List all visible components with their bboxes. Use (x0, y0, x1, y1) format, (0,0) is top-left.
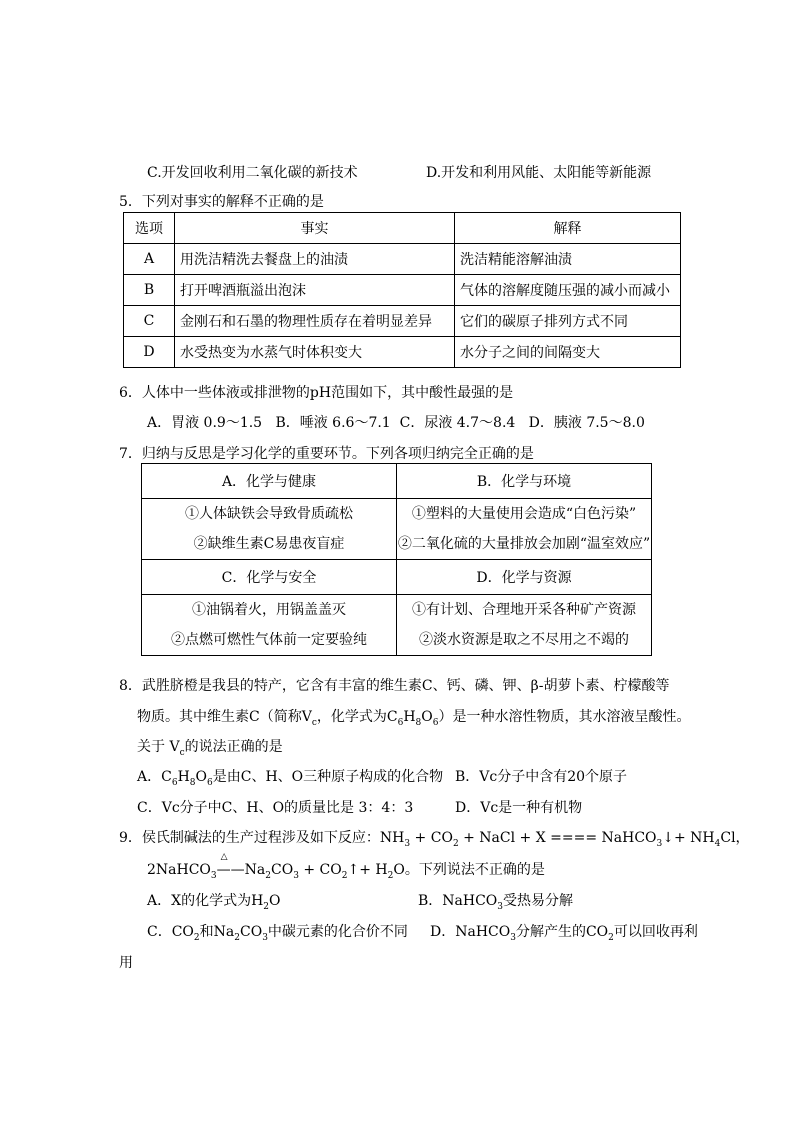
q9-option-c (147, 921, 408, 943)
q7-d-item: ②淡水资源是取之不尽用之不竭的 (419, 632, 629, 648)
q7-b-title: B．化学与环境 (397, 464, 652, 499)
q9-sub: 2 (452, 838, 459, 849)
q5-cell: 金刚石和石墨的物理性质存在着明显差异 (175, 306, 455, 337)
q7-a-item: ②缺维生素C易患夜盲症 (193, 536, 345, 552)
q7-a-title: A．化学与健康 (142, 464, 397, 499)
q8-text: O (195, 769, 207, 785)
q8-line-1: 8．武胜脐橙是我县的特产，它含有丰富的维生素C、钙、磷、钾、β-胡萝卜素、柠檬酸等 (119, 678, 670, 694)
q7-stem: 7．归纳与反思是学习化学的重要环节。下列各项归纳完全正确的是 (119, 446, 534, 462)
table-row (142, 499, 652, 560)
q9-text: A．X的化学式为H (147, 893, 264, 909)
table-row (124, 275, 681, 306)
q8-sub: 6 (432, 717, 439, 728)
q7-c-body (142, 595, 397, 656)
q9-text: 中碳元素的化合价不同 (267, 924, 408, 940)
q9-sub: 2 (341, 870, 348, 881)
q8-text: H (177, 769, 190, 785)
q5-cell: 水受热变为水蒸气时体积变大 (175, 337, 455, 368)
q8-text: O (421, 709, 433, 725)
q7-table (141, 463, 652, 656)
q9-text: ——Na (216, 862, 266, 878)
q8-option-c: C．Vc分子中C、H、O的质量比是 3：4：3 (137, 800, 414, 816)
q5-header-explanation: 解释 (455, 213, 681, 244)
q9-text: + NaCl + X ==== NaHCO (458, 830, 657, 846)
q8-text: 是由C、H、O三种原子构成的化合物 (212, 769, 444, 785)
q9-line-2 (147, 852, 545, 881)
q9-text: 9．侯氏制碱法的生产过程涉及如下反应：NH (119, 830, 405, 846)
table-row (124, 306, 681, 337)
q8-sub: c (179, 747, 185, 758)
q9-text: ↑+ H (347, 862, 388, 878)
q8-text: H (403, 709, 416, 725)
q4-option-d: D.开发和利用风能、太阳能等新能源 (426, 165, 652, 181)
q5-cell: B (124, 275, 175, 306)
q5-cell: A (124, 244, 175, 275)
q9-text: Cl， (720, 830, 750, 846)
table-row (124, 337, 681, 368)
q9-sub: 3 (293, 870, 299, 881)
q7-b-item: ②二氧化硫的大量排放会加剧“温室效应” (397, 536, 651, 552)
q4-option-c: C.开发回收利用二氧化碳的新技术 (147, 165, 358, 181)
q9-text: O (269, 893, 281, 909)
q8-text: ）是一种水溶性物质，其水溶液呈酸性。 (438, 709, 691, 725)
q8-text: A．C (137, 769, 172, 785)
q9-option-d (430, 921, 698, 943)
q9-line-1 (119, 827, 750, 849)
q9-text: 和Na (199, 924, 235, 940)
q8-text: 的说法正确的是 (184, 739, 283, 755)
q8-sub: c (311, 717, 317, 728)
q9-sub: 2 (193, 932, 200, 943)
table-row (142, 464, 652, 499)
q7-b-item: ①塑料的大量使用会造成“白色污染” (411, 506, 637, 522)
q9-option-b (418, 890, 573, 912)
q8-line-2 (137, 706, 691, 728)
q7-b-body (397, 499, 652, 560)
q6-options: A．胃液 0.9～1.5 B．唾液 6.6～7.1 C．尿液 4.7～8.4 D．胰液 7.5～8.0 (147, 415, 645, 431)
q7-c-item: ②点燃可燃性气体前一定要验纯 (171, 632, 367, 648)
table-row (142, 595, 652, 656)
q9-text: + CO (298, 862, 342, 878)
q9-text: B．NaHCO (418, 893, 498, 909)
q8-option-d: D．Vc是一种有机物 (455, 800, 583, 816)
q9-text: D．NaHCO (430, 924, 511, 940)
q5-table (123, 212, 681, 368)
q9-sub: 2 (265, 870, 271, 881)
q5-cell: C (124, 306, 175, 337)
q8-sub: 8 (189, 777, 196, 788)
q9-sub: 3 (510, 932, 516, 943)
q8-line-3 (137, 736, 283, 758)
q7-c-title: C．化学与安全 (142, 560, 397, 595)
heat-arrow (216, 852, 266, 878)
q9-text: 受热易分解 (503, 893, 574, 909)
q5-cell: 洗洁精能溶解油渍 (455, 244, 681, 275)
table-row (124, 213, 681, 244)
q9-text: 分解产生的CO (515, 924, 609, 940)
q8-sub: 8 (415, 717, 422, 728)
q5-header-fact: 事实 (175, 213, 455, 244)
q5-cell: 气体的溶解度随压强的减小而减小 (455, 275, 681, 306)
q9-text: + CO (410, 830, 453, 846)
q9-text: 可以回收再利 (613, 924, 698, 940)
q9-sub: 2 (234, 932, 240, 943)
q9-sub: 3 (404, 838, 411, 849)
q8-sub: 6 (171, 777, 178, 788)
q7-a-item: ①人体缺铁会导致骨质疏松 (185, 506, 353, 522)
q9-sub: 3 (656, 838, 663, 849)
q8-option-a (137, 766, 443, 788)
q5-header-option: 选项 (124, 213, 175, 244)
q8-sub: 6 (207, 777, 213, 788)
delta-icon: △ (220, 852, 228, 862)
q5-cell: D (124, 337, 175, 368)
q9-text: 2NaHCO (147, 862, 211, 878)
q7-d-body (397, 595, 652, 656)
q9-text: CO (270, 862, 294, 878)
q5-cell: 用洗洁精洗去餐盘上的油渍 (175, 244, 455, 275)
q9-sub: 4 (714, 838, 721, 849)
q7-d-title: D．化学与资源 (397, 560, 652, 595)
q7-c-item: ①油锅着火，用锅盖盖灭 (192, 602, 346, 618)
q5-cell: 它们的碳原子排列方式不同 (455, 306, 681, 337)
q6-stem: 6．人体中一些体液或排泄物的pH范围如下，其中酸性最强的是 (119, 385, 514, 401)
q8-text: 物质。其中维生素C（简称V (137, 709, 312, 725)
q9-sub: 2 (387, 870, 394, 881)
q5-cell: 水分子之间的间隔变大 (455, 337, 681, 368)
q9-sub: 2 (263, 901, 270, 912)
q5-cell: 打开啤酒瓶溢出泡沫 (175, 275, 455, 306)
q8-option-b: B．Vc分子中含有20个原子 (455, 769, 628, 785)
q8-text: 关于 V (137, 739, 180, 755)
q9-text: ↓+ NH (662, 830, 715, 846)
q7-d-item: ①有计划、合理地开采各种矿产资源 (412, 602, 636, 618)
q8-text: ，化学式为C (316, 709, 398, 725)
q9-sub: 3 (262, 932, 268, 943)
q9-sub: 3 (497, 901, 504, 912)
table-row (142, 560, 652, 595)
q5-stem: 5．下列对事实的解释不正确的是 (119, 194, 324, 210)
q9-sub: 2 (608, 932, 614, 943)
q9-text: O。下列说法不正确的是 (393, 862, 545, 878)
q9-option-a (147, 890, 281, 912)
q9-option-d-wrap: 用 (119, 955, 133, 971)
q9-text: C．CO (147, 924, 194, 940)
q7-a-body (142, 499, 397, 560)
table-row (124, 244, 681, 275)
q9-text: CO (239, 924, 263, 940)
q8-sub: 6 (397, 717, 404, 728)
q9-sub: 3 (210, 870, 217, 881)
